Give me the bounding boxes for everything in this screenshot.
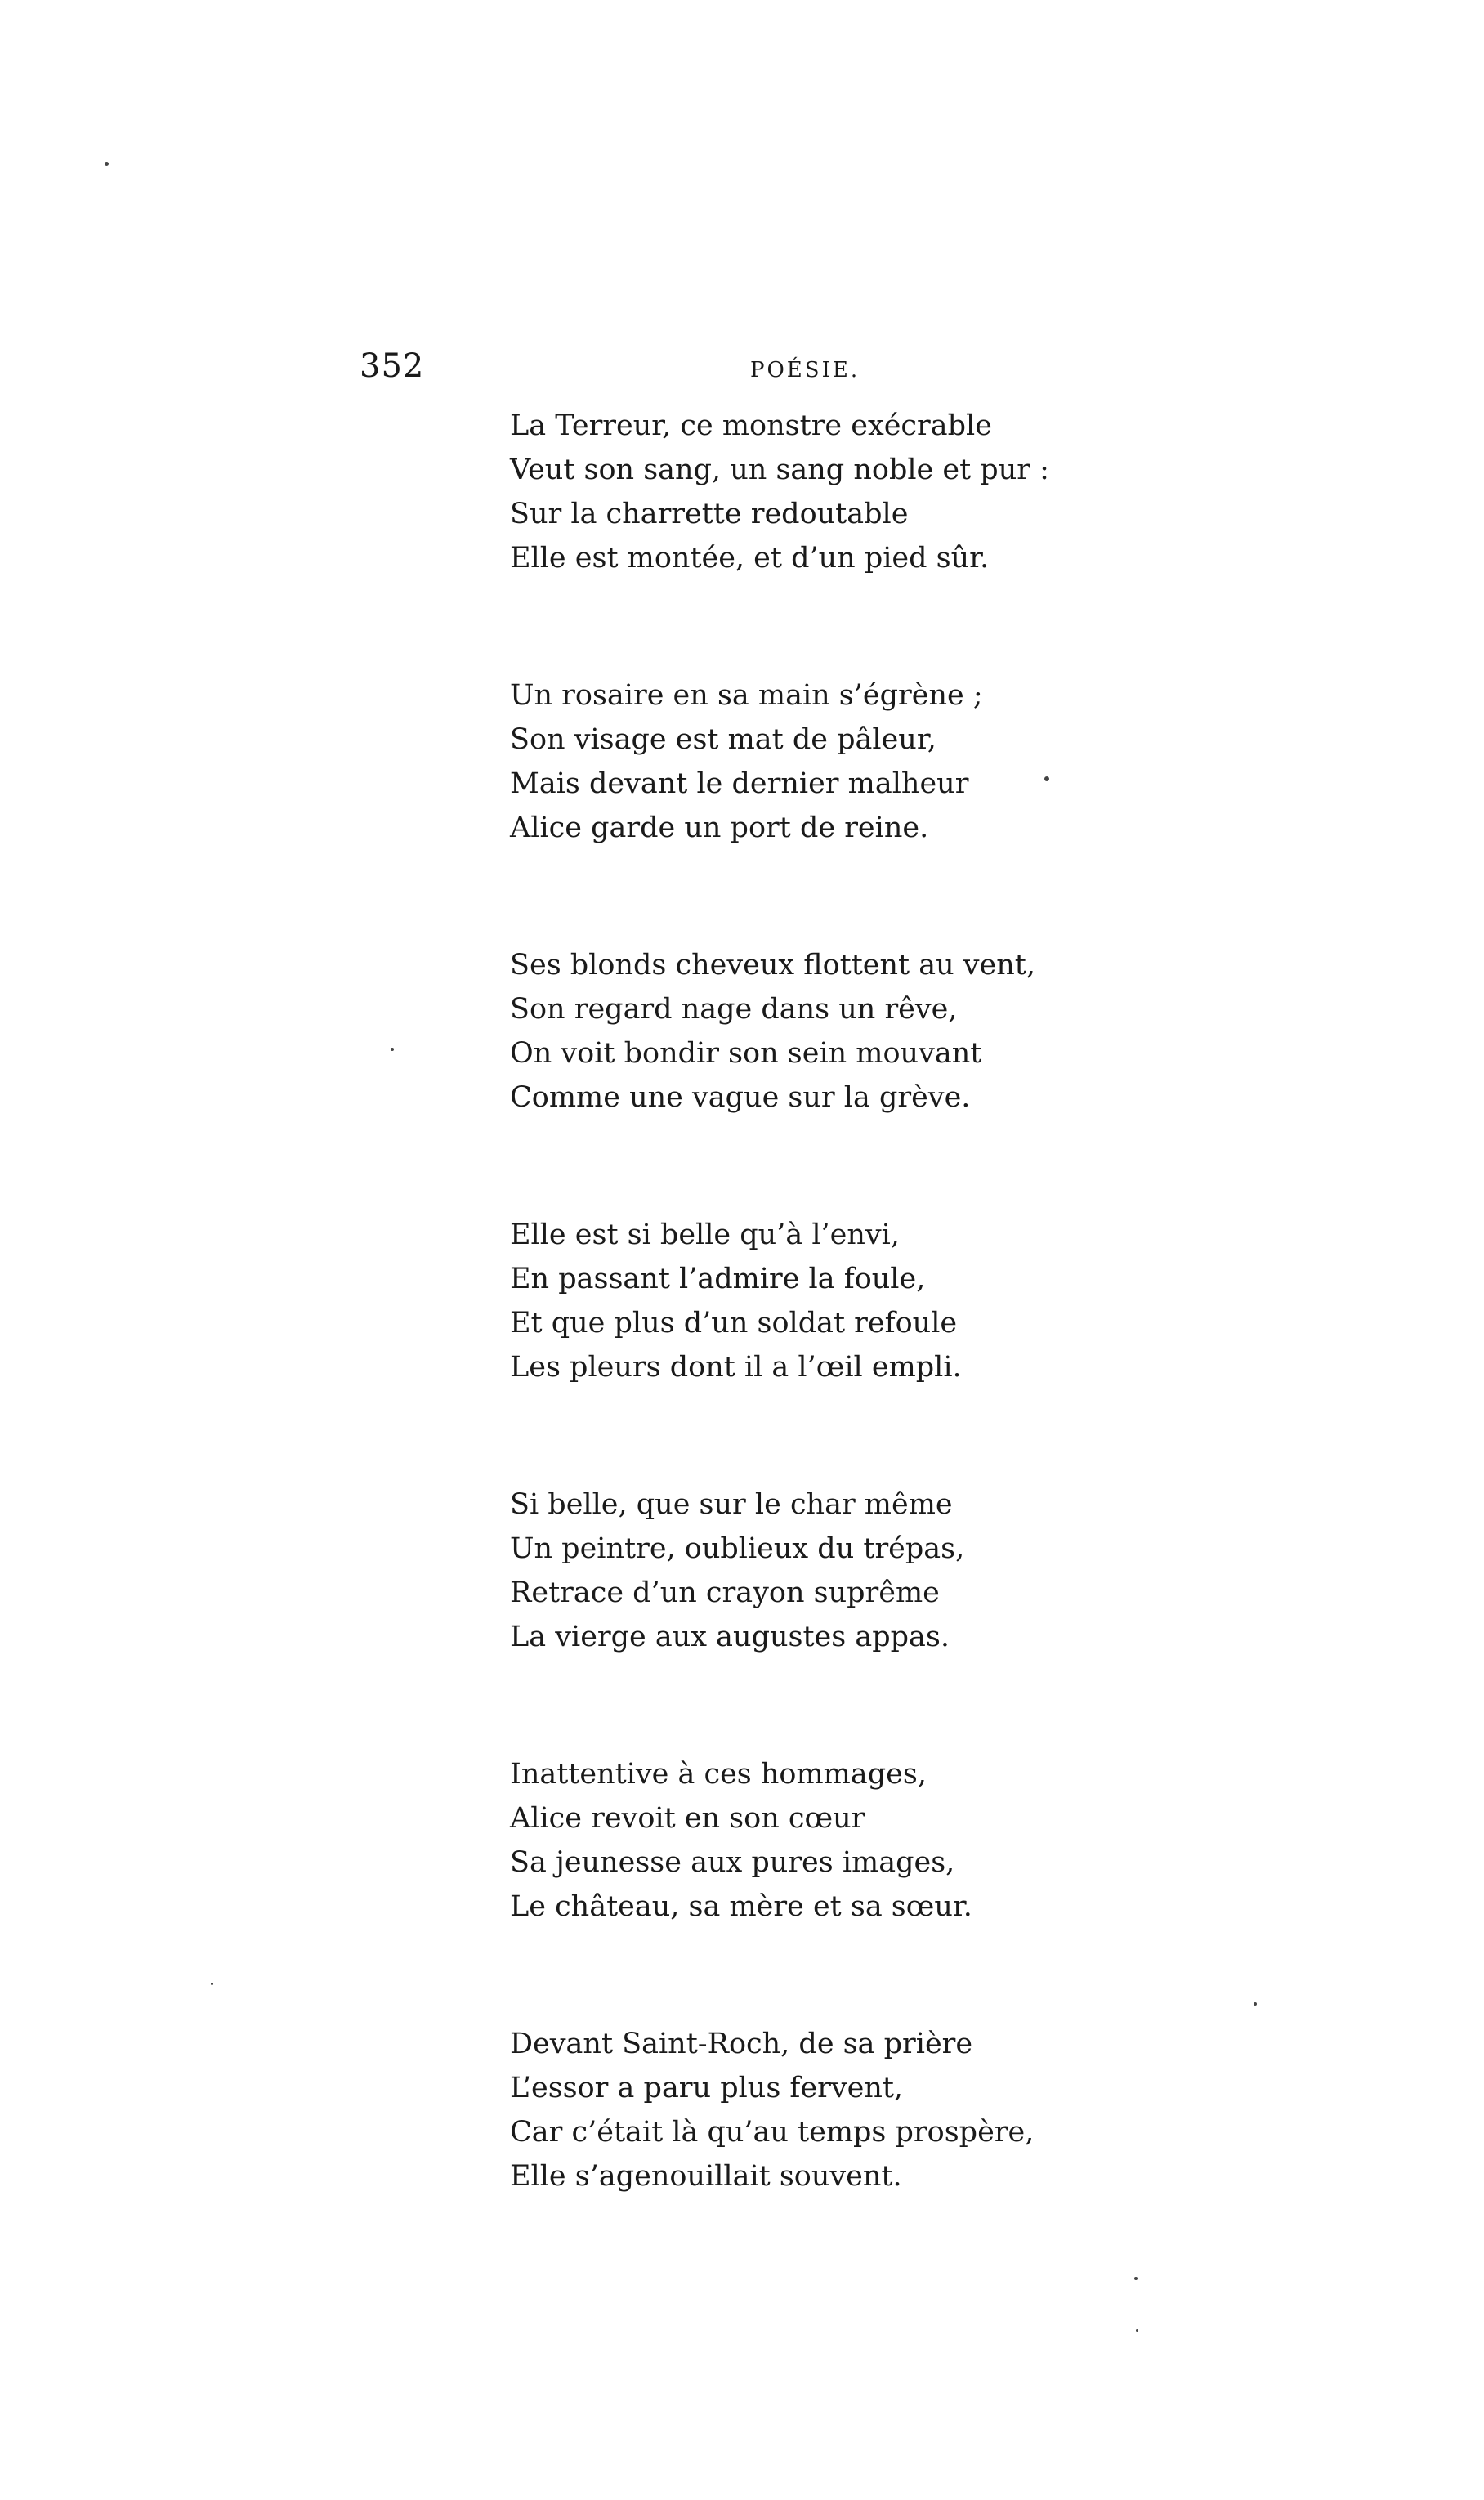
poem-line: La Terreur, ce monstre exécrable bbox=[510, 409, 992, 442]
poem-line: Le château, sa mère et sa sœur. bbox=[510, 1890, 972, 1923]
stanza bbox=[510, 1213, 1082, 1389]
page-number: 352 bbox=[360, 347, 425, 385]
stanza bbox=[510, 404, 1082, 580]
poem-line: Un peintre, oublieux du trépas, bbox=[510, 1532, 965, 1565]
scan-speck bbox=[1136, 2329, 1138, 2332]
poem-line: Retrace d’un crayon suprême bbox=[510, 1576, 940, 1609]
poem-line: L’essor a paru plus fervent, bbox=[510, 2072, 904, 2104]
poem-line: Comme une vague sur la grève. bbox=[510, 1081, 971, 1114]
scan-speck bbox=[1254, 2002, 1257, 2006]
poem-line: Sur la charrette redoutable bbox=[510, 498, 909, 530]
poem-line: Devant Saint-Roch, de sa prière bbox=[510, 2028, 973, 2060]
poem-line: Car c’était là qu’au temps prospère, bbox=[510, 2116, 1035, 2149]
poem-line: Mais devant le dernier malheur bbox=[510, 767, 969, 800]
poem-line: On voit bondir son sein mouvant bbox=[510, 1037, 982, 1070]
poem-line: Inattentive à ces hommages, bbox=[510, 1758, 927, 1791]
poem-line: Sa jeunesse aux pures images, bbox=[510, 1846, 955, 1879]
poem-line: Son regard nage dans un rêve, bbox=[510, 993, 958, 1026]
poem-line: En passant l’admire la foule, bbox=[510, 1263, 926, 1295]
stanza bbox=[510, 1752, 1082, 1929]
poem-line: Son visage est mat de pâleur, bbox=[510, 723, 936, 756]
scan-speck bbox=[105, 162, 109, 166]
poem-line: Si belle, que sur le char même bbox=[510, 1488, 953, 1521]
scan-speck bbox=[211, 1983, 213, 1985]
stanza bbox=[510, 673, 1082, 850]
poem-line: Elle est montée, et d’un pied sûr. bbox=[510, 542, 990, 575]
poem-line: Les pleurs dont il a l’œil empli. bbox=[510, 1351, 962, 1384]
poem-line: Alice revoit en son cœur bbox=[510, 1802, 865, 1835]
stanza bbox=[510, 2022, 1082, 2198]
poem-line: Elle s’agenouillait souvent. bbox=[510, 2160, 902, 2193]
poem-line: Elle est si belle qu’à l’envi, bbox=[510, 1219, 900, 1251]
scan-speck bbox=[1044, 776, 1049, 781]
stanza bbox=[510, 1483, 1082, 1659]
poem-line: Veut son sang, un sang noble et pur : bbox=[510, 454, 1049, 486]
poem-line: La vierge aux augustes appas. bbox=[510, 1621, 950, 1653]
poem bbox=[510, 404, 1082, 2198]
stanza bbox=[510, 943, 1082, 1120]
poem-line: Ses blonds cheveux flottent au vent, bbox=[510, 949, 1035, 982]
running-title: POÉSIE. bbox=[750, 358, 860, 382]
poem-line: Un rosaire en sa main s’égrène ; bbox=[510, 679, 983, 712]
poem-line: Alice garde un port de reine. bbox=[510, 812, 929, 844]
poem-line: Et que plus d’un soldat refoule bbox=[510, 1307, 958, 1339]
scan-speck bbox=[1134, 2277, 1138, 2280]
scan-speck bbox=[391, 1048, 394, 1051]
